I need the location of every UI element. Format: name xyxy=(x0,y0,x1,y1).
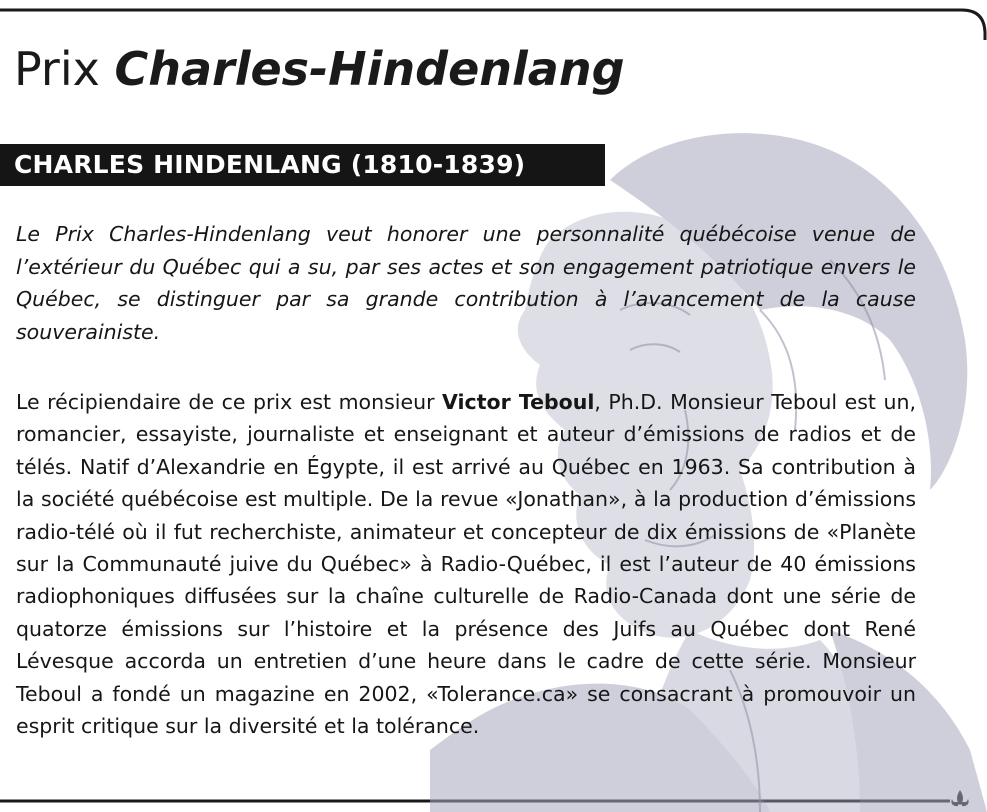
section-heading: CHARLES HINDENLANG (1810-1839) xyxy=(14,150,526,179)
page-title xyxy=(14,44,625,95)
recipient-name: Victor Teboul xyxy=(442,390,595,414)
body-text: , Ph.D. Monsieur Teboul est un, romancier, essayiste, journaliste et enseignant et auteur d’émissions de radios et de télés. Natif d’Alexandrie en Égypte, il est arrivé au Québec en 1963. Sa contribution à la société québécoise est multiple. De la revue «Jonathan», à la production d’émissions radio-télé où il fut recherchiste, animateur et concepteur de dix émissions de «Planète sur la Communauté juive du Québec» à Radio-Québec, il est l’auteur de 40 émissions radiophoniques diffusées sur la chaîne culturelle de Radio-Canada dont une série de quatorze émissions sur l’histoire et la présence des Juifs au Québec dont René Lévesque accorda un entretien d’une heure dans le cadre de cette série. Monsieur Teboul a fondé un magazine en 2002, «Tolerance.ca» se consacrant à promouvoir un esprit critique sur la diversité et la tolérance. xyxy=(16,390,916,739)
body-paragraph xyxy=(16,386,916,742)
intro-paragraph: Le Prix Charles-Hindenlang veut honorer une personnalité québécoise venue de l’extérieur du Québec qui a su, par ses actes et son engagement patriotique envers le Québec, se distinguer par sa grande contribution à l’avancement de la cause souverainiste. xyxy=(16,222,916,344)
page-title-prefix: Prix xyxy=(14,42,100,96)
page-title-name: Charles-Hindenlang xyxy=(114,42,625,96)
body-lead: Le récipiendaire de ce prix est monsieur xyxy=(16,390,435,414)
